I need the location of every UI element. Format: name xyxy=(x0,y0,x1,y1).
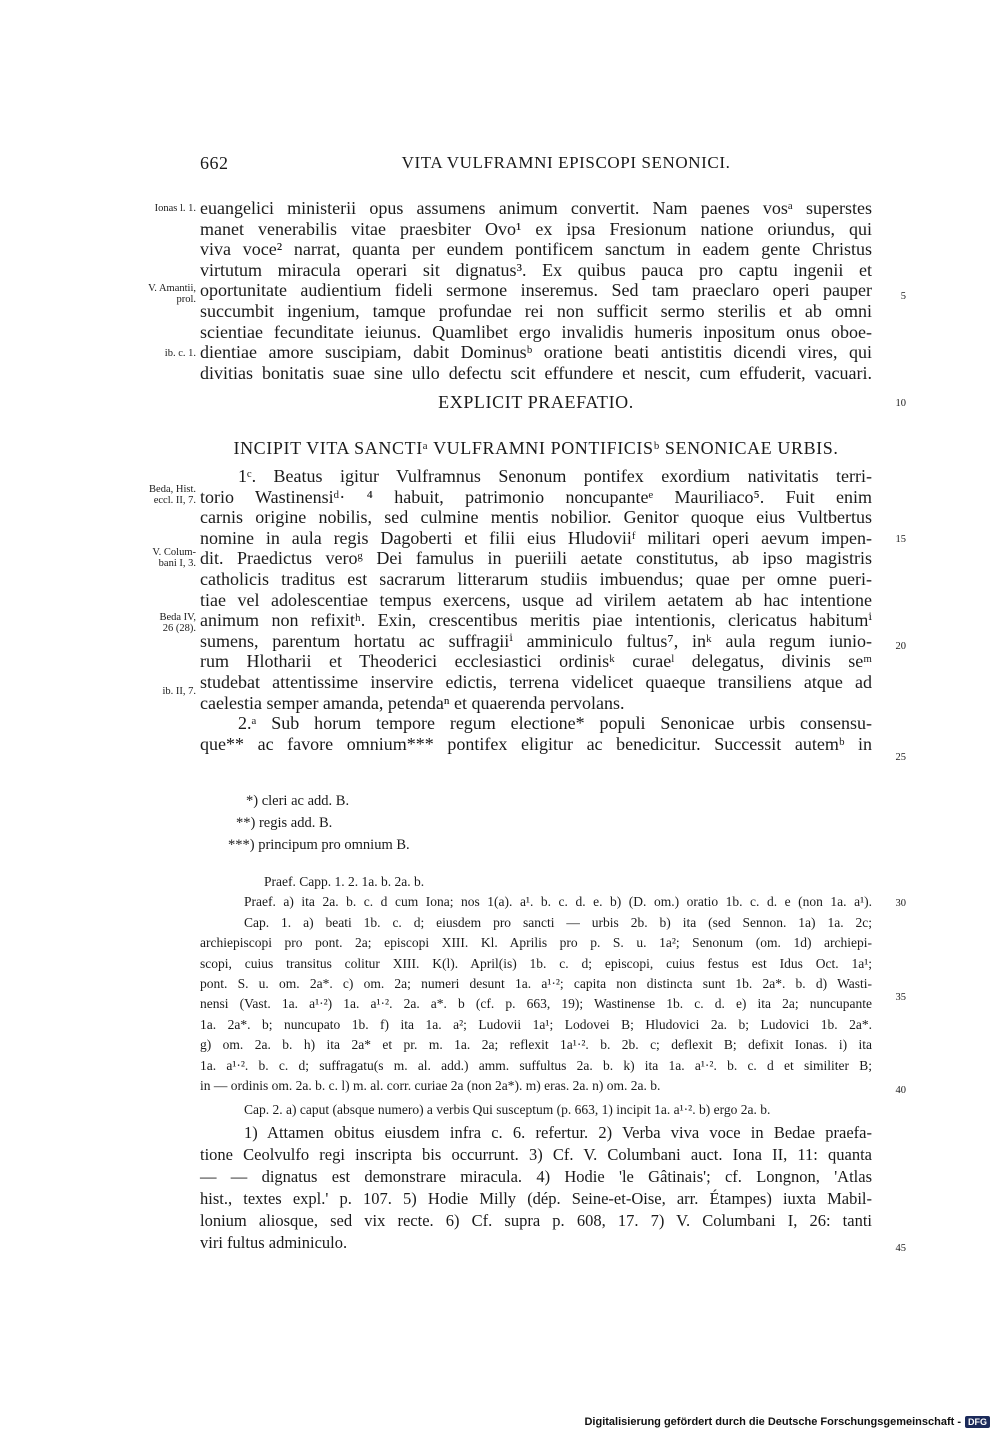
dfg-logo: DFG xyxy=(965,1416,990,1428)
preface-line: virtutum miracula operari sit dignatus³. Ex quibus pauca pro captu ingenii et xyxy=(200,259,872,280)
line-number: 35 xyxy=(895,992,906,1003)
digitization-credit xyxy=(584,1416,990,1428)
margin-source-note: V. Colum- bani I, 3. xyxy=(152,547,196,569)
line-number: 40 xyxy=(895,1085,906,1096)
line-number: 30 xyxy=(895,898,906,909)
starred-note: **) regis add. B. xyxy=(236,815,333,831)
line-number: 45 xyxy=(895,1243,906,1254)
apparatus-line: archiepiscopi pro pont. 2a; episcopi XIII. Kl. Aprilis pro p. S. u. 1a²; Senonum (om. 1d) archiepi- xyxy=(200,935,872,951)
footnote-line: — — dignatus est demonstrare miracula. 4) Hodie 'le Gâtinais'; cf. Longnon, 'Atlas xyxy=(200,1167,872,1186)
apparatus-line: nensi (Vast. 1a. a¹·²) 1a. a¹·². 2a. a*. b (cf. p. 663, 19); Wastinense 1b. c. d. e) ita 2a; nuncupante xyxy=(200,996,872,1012)
apparatus-line: Cap. 2. a) caput (absque numero) a verbis Qui susceptum (p. 663, 1) incipit 1a. a¹·². b) ergo 2a. b. xyxy=(244,1102,771,1118)
apparatus-line: 1a. a¹·². b. c. d; suffragatu(s m. al. add.) amm. suffultus 2a. b. k) ita 1a. a¹·². b. c. d et similiter B; xyxy=(200,1057,872,1073)
margin-source-note: Beda IV, 26 (28). xyxy=(159,612,196,634)
vita-line: carnis origine nobilis, sed culmine mentis nobilior. Genitor quoque eius Vultbertus xyxy=(200,507,872,528)
vita-line: sumens, parentum hortatu ac suffragiiⁱ amminiculo fultus⁷, inᵏ aula regum iunio- xyxy=(200,630,872,651)
vita-text xyxy=(200,466,872,754)
vita-line: studebat attentissime inservire edictis, terrena videlicet quaeque transiliens atque ad xyxy=(200,671,872,692)
preface-line: dientiae amore suscipiam, dabit Dominusᵇ oratione beati antistitis dicendi vires, qui xyxy=(200,342,872,363)
footnote-line: 1) Attamen obitus eiusdem infra c. 6. refertur. 2) Verba viva voce in Bedae praefa- xyxy=(244,1123,872,1142)
apparatus-line: Praef. Capp. 1. 2. 1a. b. 2a. b. xyxy=(264,874,425,889)
preface-line: oportunitate audientium fideli sermone inseremus. Sed tam praeclaro operi pauper xyxy=(200,280,872,301)
footnote-line: lonium aliosque, sed vix recte. 6) Cf. supra p. 608, 17. 7) V. Columbani I, 26: tanti xyxy=(200,1211,872,1230)
preface-line: viva voce² narrat, quanta per eundem pontificem sanctum in eadem gente Christus xyxy=(200,239,872,260)
page-number: 662 xyxy=(200,153,229,173)
credit-text: Digitalisierung gefördert durch die Deutsche Forschungsgemeinschaft - xyxy=(584,1416,961,1428)
footnotes xyxy=(200,1122,872,1254)
explicit-heading: EXPLICIT PRAEFATIO. xyxy=(438,392,634,412)
preface-line: scientiae fecunditate ieiunus. Quamlibet ergo invalidis humeris inpositum onus oboe- xyxy=(200,321,872,342)
vita-line: 1ᶜ. Beatus igitur Vulframnus Senonum pontifex exordium nativitatis terri- xyxy=(238,466,872,486)
apparatus-line: 1a. 2a*. b; nuncupato 1b. f) ita 1a. a²; Ludovii 1a¹; Lodovei B; Hludovici 2a. b; Ludovici 1b. 2a*. xyxy=(200,1016,872,1032)
running-title: VITA VULFRAMNI EPISCOPI SENONICI. xyxy=(401,153,731,172)
footnote-line: hist., textes expl.' p. 107. 5) Hodie Milly (dép. Seine-et-Oise, arr. Étampes) iuxta Mabil- xyxy=(200,1189,872,1208)
critical-apparatus xyxy=(200,872,872,1121)
vita-line: rum Hlotharii et Theoderici ecclesiastici ordinisᵏ curaeˡ delegatus, divinis seᵐ xyxy=(200,651,872,672)
starred-notes xyxy=(200,790,700,856)
page-header xyxy=(200,153,872,183)
vita-line: torio Wastinensiᵈ· ⁴ habuit, patrimonio noncupanteᵉ Mauriliaco⁵. Fuit enim xyxy=(200,486,872,507)
apparatus-line: Praef. a) ita 2a. b. c. d cum Iona; nos 1(a). a¹. b. c. d. e. b) (D. om.) oratio 1b. c. d. e (non 1a. a¹). xyxy=(244,894,872,910)
footnote-line: tione Ceolvulfo regi inscripta bis occurrunt. 3) Cf. V. Columbani auct. Iona II, 11: quanta xyxy=(200,1145,872,1164)
preface-text xyxy=(200,198,872,383)
vita-line: caelestia semper amanda, petendaⁿ et quaerenda pervolans. xyxy=(200,692,625,713)
preface-line: euangelici ministerii opus assumens animum convertit. Nam paenes vosᵃ superstes xyxy=(200,198,872,218)
line-number: 25 xyxy=(895,752,906,763)
margin-source-note: V. Amantii, prol. xyxy=(148,283,196,305)
preface-line: divitias bonitatis suae sine ullo defectu scit effundere et nescit, cum effuderit, vacuari. xyxy=(200,362,872,383)
margin-source-note: Beda, Hist. eccl. II, 7. xyxy=(149,484,196,506)
line-number: 20 xyxy=(895,641,906,652)
starred-note: *) cleri ac add. B. xyxy=(246,793,350,809)
vita-line: tiae vel adolescentiae tempus exercens, usque ad virilem aetatem ab hac intentione xyxy=(200,589,872,610)
margin-source-note: ib. c. 1. xyxy=(164,348,196,359)
line-number: 10 xyxy=(895,398,906,409)
preface-line: succumbit ingenium, tamque profundae rei non sufficit sermo sterilis et ab omni xyxy=(200,300,872,321)
vita-line: 2.ᵃ Sub horum tempore regum electione* populi Senonicae urbis consensu- xyxy=(238,713,872,734)
apparatus-line: in — ordinis om. 2a. b. c. l) m. al. corr. curiae 2a (non 2a*). m) eras. 2a. n) om. 2a. b. xyxy=(200,1077,661,1093)
apparatus-line: pont. S. u. om. 2a*. c) om. 2a; numeri desunt 1a. a¹·²; capita non distincta sunt 1b. 2a*. b. d) Wasti- xyxy=(200,975,872,991)
preface-line: manet venerabilis vitae praesbiter Ovo¹ ex ipsa Fresionum natione oriundus, qui xyxy=(200,218,872,239)
incipit-heading: INCIPIT VITA SANCTIᵃ VULFRAMNI PONTIFICISᵇ SENONICAE URBIS. xyxy=(233,438,839,458)
margin-source-note: Ionas l. 1. xyxy=(154,203,196,214)
starred-note: ***) principum pro omnium B. xyxy=(228,837,410,853)
vita-line: nomine in aula regis Dagoberti et filii eius Hludoviiᶠ militari operi aevum impen- xyxy=(200,527,872,548)
apparatus-line: scopi, cuius transitus colitur XIII. K(l). April(is) 1b. c. d; episcopi, cuius festus est Idus Oct. 1a¹; xyxy=(200,955,872,971)
vita-line: dit. Praedictus veroᵍ Dei famulus in pueriili aetate constitutus, ab ipso magistris xyxy=(200,548,872,569)
apparatus-line: g) om. 2a. b. h) ita 2a* et pr. m. 1a. 2a; reflexit 1a¹·². b. 2b. c; deflexit B; defixit Ionas. i) ita xyxy=(200,1037,872,1053)
line-number: 5 xyxy=(900,291,906,302)
line-number: 15 xyxy=(895,534,906,545)
vita-line: que** ac favore omnium*** pontifex eligitur ac benedicitur. Successit autemᵇ in xyxy=(200,733,872,754)
vita-line: animum non refixitʰ. Exin, crescentibus meritis piae intentionis, clericatus habitumⁱ xyxy=(200,610,872,631)
margin-source-note: ib. II, 7. xyxy=(162,686,196,697)
apparatus-line: Cap. 1. a) beati 1b. c. d; eiusdem pro sancti — urbis 2b. b) ita (sed Sennon. 1a) 1a. 2c; xyxy=(244,914,872,930)
footnote-line: viri fultus adminiculo. xyxy=(200,1233,348,1252)
vita-line: catholicis traditus est sacrarum litterarum studiis imbuendus; quae per omne pueri- xyxy=(200,568,872,589)
